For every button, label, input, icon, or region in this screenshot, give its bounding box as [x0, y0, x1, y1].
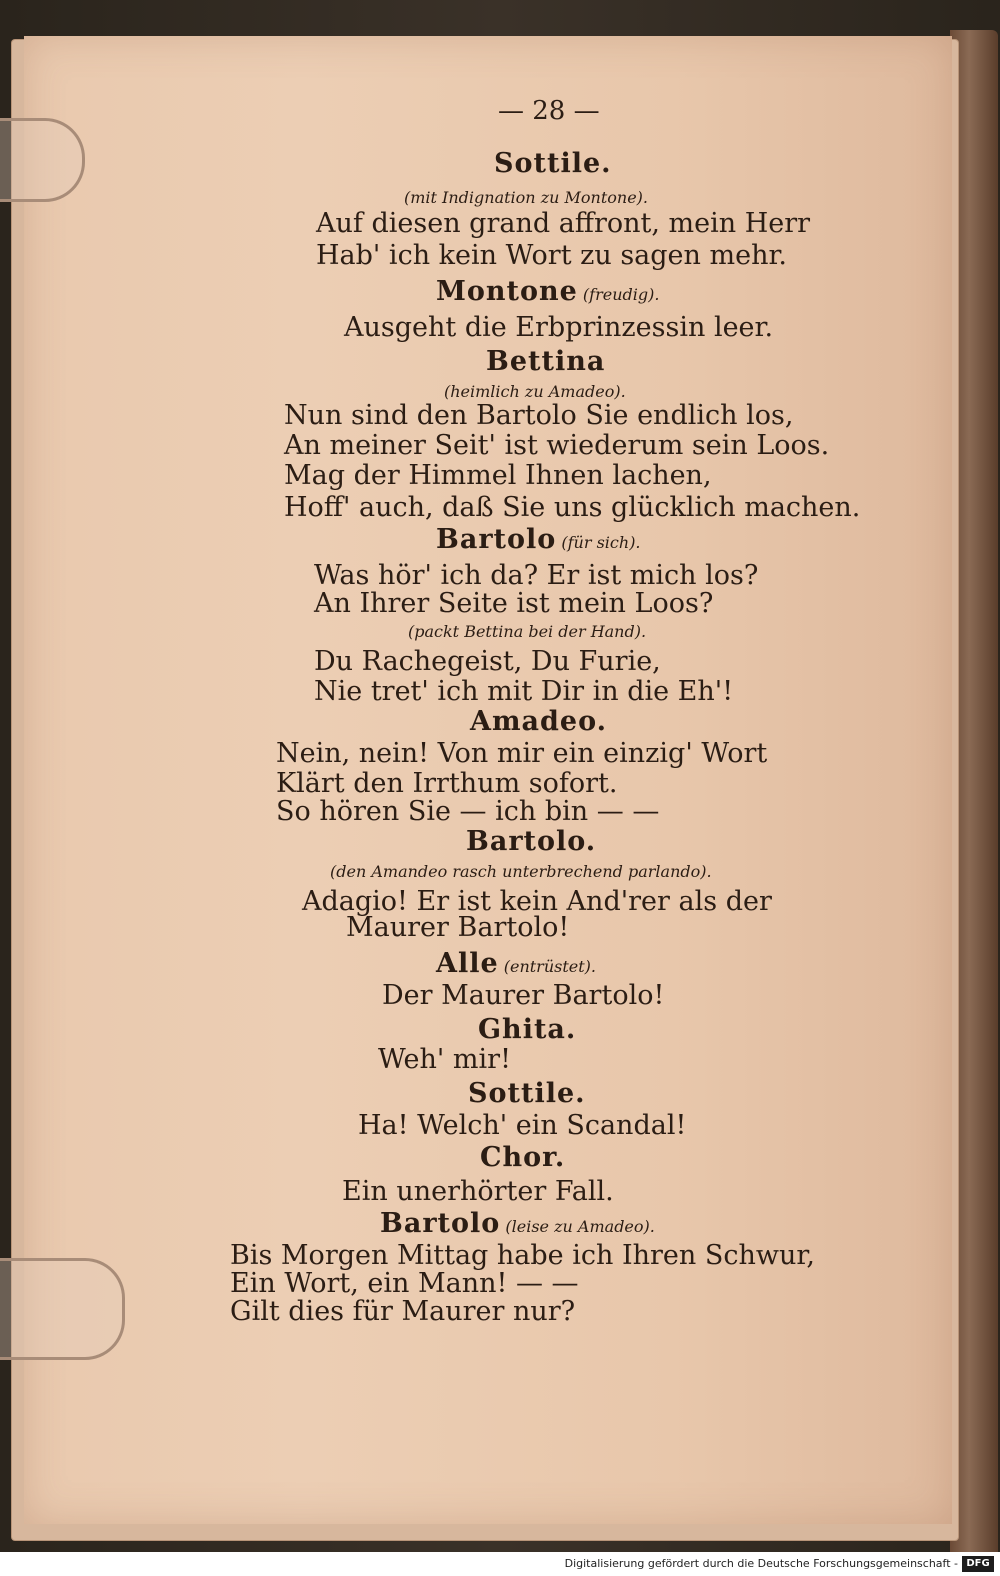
- text-line: Ausgeht die Erbprinzessin leer.: [344, 312, 774, 343]
- text-line: Klärt den Irrthum sofort.: [276, 768, 618, 799]
- text-line: Was hör' ich da? Er ist mich los?: [314, 560, 759, 591]
- speaker-name: Amadeo.: [470, 706, 608, 737]
- text-line: Ein unerhörter Fall.: [342, 1176, 614, 1207]
- speaker-name: Montone: [436, 276, 578, 307]
- speaker-name: Sottile.: [494, 148, 612, 179]
- speaker-name: Bartolo: [380, 1208, 501, 1239]
- text-line: Mag der Himmel Ihnen lachen,: [284, 460, 712, 491]
- speaker-name: Chor.: [480, 1142, 566, 1173]
- text-line: An meiner Seit' ist wiederum sein Loos.: [284, 430, 830, 461]
- text-line: Nie tret' ich mit Dir in die Eh'!: [314, 676, 734, 707]
- speaker-name: Bartolo.: [466, 826, 597, 857]
- text-line: So hören Sie — ich bin — —: [276, 796, 660, 827]
- speaker-name: Sottile.: [468, 1078, 586, 1109]
- text-line: Du Rachegeist, Du Furie,: [314, 646, 661, 677]
- text-line: Nun sind den Bartolo Sie endlich los,: [284, 400, 794, 431]
- text-line: Gilt dies für Maurer nur?: [230, 1296, 576, 1327]
- stage-direction: (für sich).: [561, 533, 641, 552]
- dfg-logo: DFG: [962, 1556, 994, 1572]
- text-line: Bis Morgen Mittag habe ich Ihren Schwur,: [230, 1240, 815, 1271]
- text-line: Ein Wort, ein Mann! — —: [230, 1268, 579, 1299]
- speaker-name: Ghita.: [478, 1014, 577, 1045]
- stage-direction: (freudig).: [582, 285, 660, 304]
- stage-direction: (leise zu Amadeo).: [505, 1217, 655, 1236]
- stage-direction: (packt Bettina bei der Hand).: [408, 622, 647, 641]
- page-text: [24, 36, 952, 1524]
- text-line: Weh' mir!: [378, 1044, 511, 1075]
- stage-direction: (heimlich zu Amadeo).: [444, 382, 626, 401]
- text-line: Adagio! Er ist kein And'rer als der: [302, 886, 772, 917]
- page-number: — 28 —: [498, 96, 600, 126]
- text-line: Maurer Bartolo!: [346, 912, 570, 943]
- text-line: Nein, nein! Von mir ein einzig' Wort: [276, 738, 768, 769]
- speaker-name: Bettina: [486, 346, 606, 377]
- digitization-footer: [0, 1552, 1000, 1576]
- footer-credit: Digitalisierung gefördert durch die Deutsche Forschungsgemeinschaft -: [564, 1557, 958, 1570]
- stage-direction: (den Amandeo rasch unterbrechend parlando).: [330, 862, 712, 881]
- speaker-line: [436, 524, 641, 555]
- speaker-line: [436, 276, 659, 307]
- text-line: An Ihrer Seite ist mein Loos?: [314, 588, 714, 619]
- text-line: Auf diesen grand affront, mein Herr: [316, 208, 811, 239]
- text-line: Hab' ich kein Wort zu sagen mehr.: [316, 240, 787, 271]
- text-line: Hoff' auch, daß Sie uns glücklich machen.: [284, 492, 861, 523]
- speaker-line: [436, 948, 596, 979]
- stage-direction: (mit Indignation zu Montone).: [404, 188, 648, 207]
- text-line: Der Maurer Bartolo!: [382, 980, 665, 1011]
- text-line: Ha! Welch' ein Scandal!: [358, 1110, 687, 1141]
- speaker-line: [380, 1208, 655, 1239]
- stage-direction: (entrüstet).: [503, 957, 596, 976]
- speaker-name: Alle: [436, 948, 499, 979]
- speaker-name: Bartolo: [436, 524, 557, 555]
